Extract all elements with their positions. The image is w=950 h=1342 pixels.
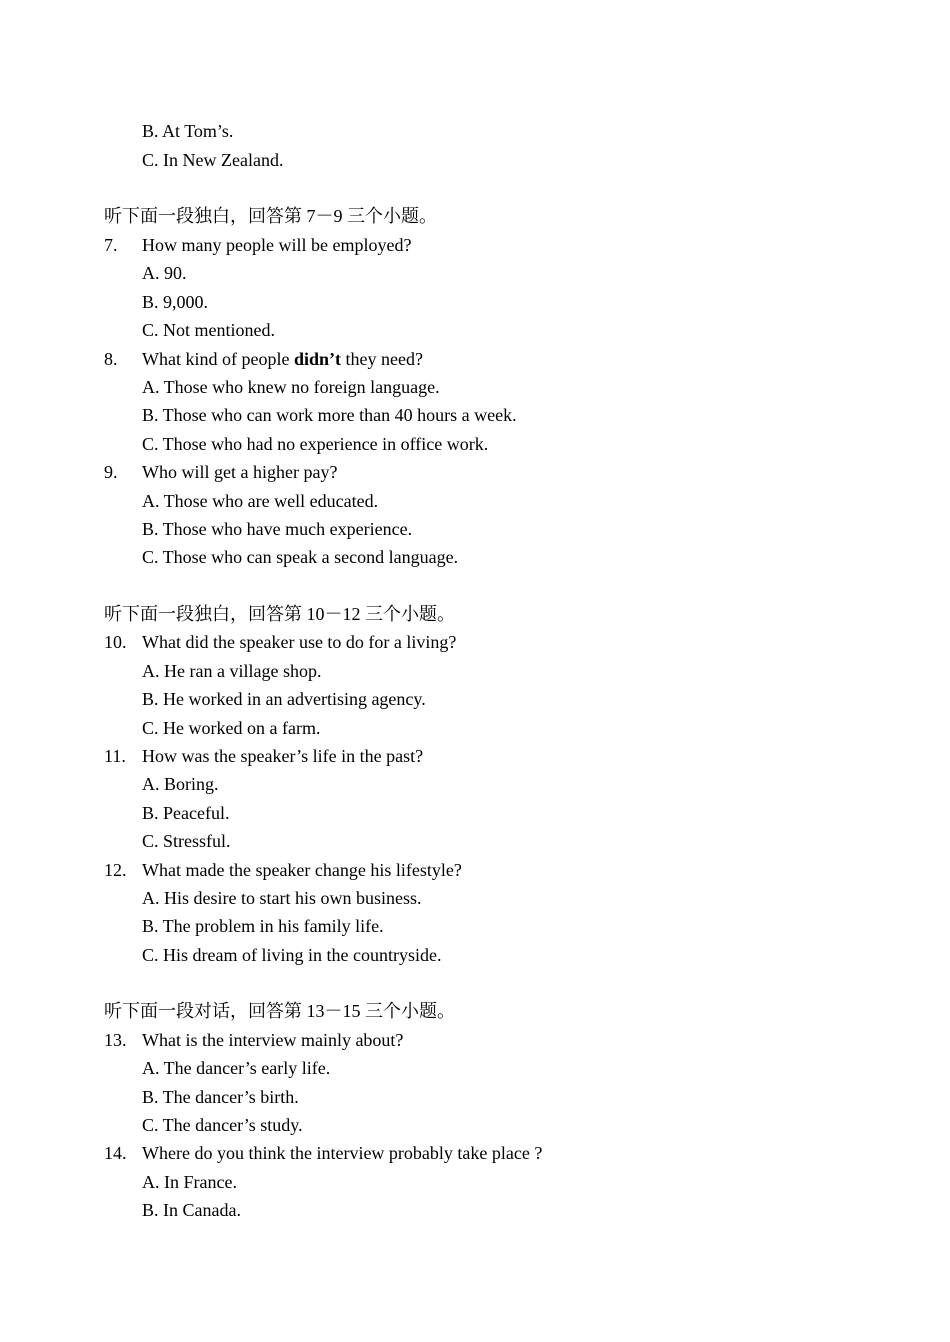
option-line: B. The dancer’s birth. bbox=[142, 1087, 299, 1107]
option-line: A. Those who knew no foreign language. bbox=[142, 377, 440, 397]
question-text-emphasis: didn’t bbox=[293, 349, 341, 369]
question-text: What made the speaker change his lifestyle? bbox=[142, 860, 462, 880]
option-line: A. Boring. bbox=[142, 774, 219, 794]
option-line: A. He ran a village shop. bbox=[142, 661, 322, 681]
option-line: B. He worked in an advertising agency. bbox=[142, 689, 426, 709]
option-line: B. Peaceful. bbox=[142, 803, 230, 823]
option-line: B. At Tom’s. bbox=[142, 121, 234, 141]
question-text: Who will get a higher pay? bbox=[142, 462, 338, 482]
option-line: B. In Canada. bbox=[142, 1200, 241, 1220]
question-number: 14. bbox=[104, 1143, 127, 1163]
question-number: 13. bbox=[104, 1030, 127, 1050]
option-line: B. 9,000. bbox=[142, 292, 209, 312]
option-line: C. Those who had no experience in office work. bbox=[142, 434, 489, 454]
option-line: C. Those who can speak a second language. bbox=[142, 547, 459, 567]
option-line: A. In France. bbox=[142, 1172, 237, 1192]
option-line: A. The dancer’s early life. bbox=[142, 1058, 331, 1078]
question-text: What is the interview mainly about? bbox=[142, 1030, 404, 1050]
question-number: 8. bbox=[104, 349, 118, 369]
question-text: How was the speaker’s life in the past? bbox=[142, 746, 424, 766]
question-number: 12. bbox=[104, 860, 127, 880]
question-text-part: they need? bbox=[341, 349, 423, 369]
question-number: 7. bbox=[104, 235, 118, 255]
option-line: C. He worked on a farm. bbox=[142, 718, 321, 738]
option-line: B. Those who can work more than 40 hours a week. bbox=[142, 405, 517, 425]
question-number: 11. bbox=[104, 746, 126, 766]
option-line: C. His dream of living in the countryside. bbox=[142, 945, 442, 965]
question-text: What did the speaker use to do for a living? bbox=[142, 632, 457, 652]
question-text: Where do you think the interview probably take place ? bbox=[142, 1143, 543, 1163]
option-line: A. Those who are well educated. bbox=[142, 491, 379, 511]
option-line: C. The dancer’s study. bbox=[142, 1115, 303, 1135]
option-line: C. Stressful. bbox=[142, 831, 231, 851]
option-line: A. 90. bbox=[142, 263, 187, 283]
option-line: C. Not mentioned. bbox=[142, 320, 275, 340]
question-number: 9. bbox=[104, 462, 118, 482]
option-line: C. In New Zealand. bbox=[142, 150, 284, 170]
option-line: A. His desire to start his own business. bbox=[142, 888, 422, 908]
section-heading: 听下面一段对话，回答第 13－15 三个小题。 bbox=[104, 1001, 455, 1021]
question-text bbox=[142, 345, 423, 373]
section-heading: 听下面一段独白，回答第 10－12 三个小题。 bbox=[104, 604, 455, 624]
section-heading: 听下面一段独白，回答第 7－9 三个小题。 bbox=[104, 206, 437, 226]
question-text-part: What kind of people bbox=[142, 349, 294, 369]
question-text: How many people will be employed? bbox=[142, 235, 412, 255]
question-number: 10. bbox=[104, 632, 127, 652]
option-line: B. Those who have much experience. bbox=[142, 519, 413, 539]
option-line: B. The problem in his family life. bbox=[142, 916, 384, 936]
